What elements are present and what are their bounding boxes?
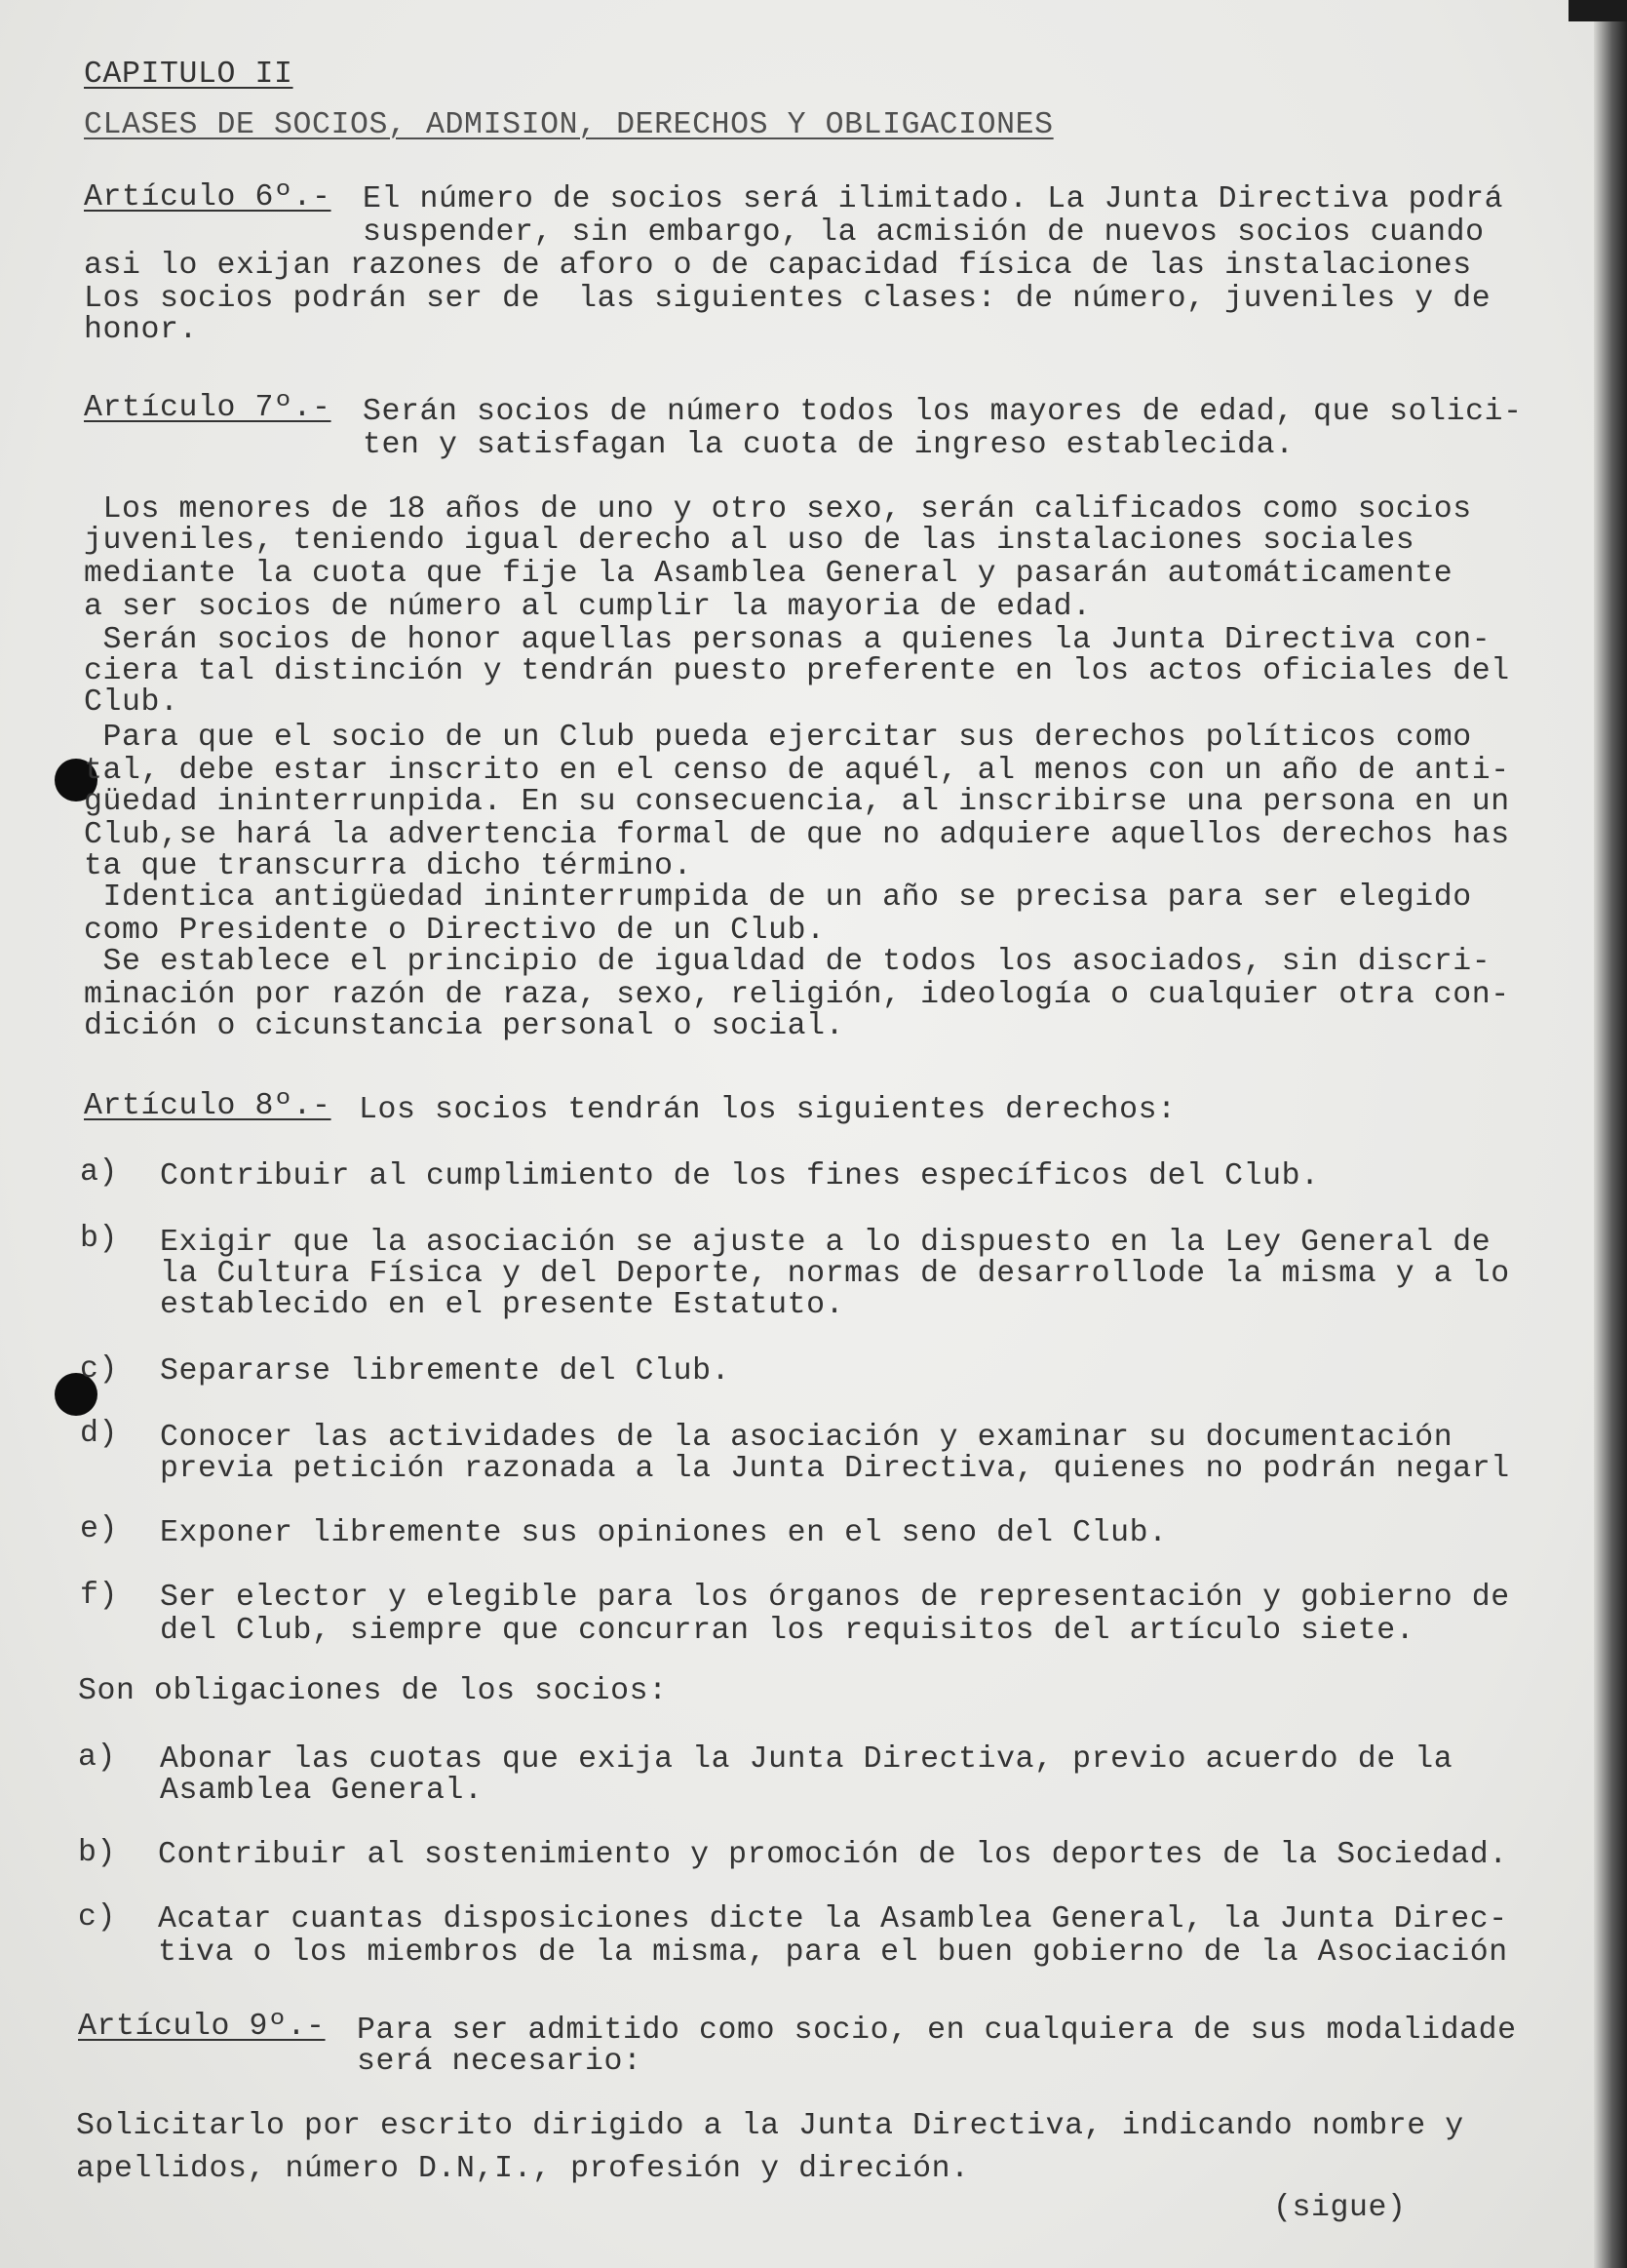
article-8-intro: Los socios tendrán los siguientes derechos: [359, 1093, 1177, 1127]
text-line: Club,se hará la advertencia formal de que no adquiere aquellos derechos has [84, 818, 1510, 852]
obligation-letter: a) [78, 1740, 117, 1775]
text-line: dición o cicunstancia personal o social. [84, 1009, 845, 1043]
text-line: juveniles, teniendo igual derecho al uso de las instalaciones sociales [84, 524, 1415, 558]
text-line: Serán socios de honor aquellas personas a quienes la Junta Directiva con- [84, 623, 1491, 657]
text-line: a ser socios de número al cumplir la mayoria de edad. [84, 590, 1092, 624]
text-line: Los menores de 18 años de uno y otro sexo, serán calificados como socios [84, 492, 1472, 527]
obligation-letter: c) [78, 1900, 117, 1935]
text-line: Identica antigüedad ininterrumpida de un año se precisa para ser elegido [84, 880, 1472, 915]
text-line: apellidos, número D.N,I., profesión y direción. [76, 2152, 970, 2186]
text-line: Solicitarlo por escrito dirigido a la Junta Directiva, indicando nombre y [76, 2109, 1464, 2143]
article-7-heading: Artículo 7º.- [84, 391, 331, 425]
article-8-heading: Artículo 8º.- [84, 1089, 331, 1123]
text-line: Para que el socio de un Club pueda ejercitar sus derechos políticos como [84, 721, 1472, 755]
article-9-heading: Artículo 9º.- [78, 2010, 326, 2044]
obligations-intro: Son obligaciones de los socios: [78, 1674, 668, 1708]
text-line: Contribuir al sostenimiento y promoción de los deportes de la Sociedad. [158, 1838, 1508, 1872]
right-letter: b) [80, 1222, 119, 1256]
text-line: suspender, sin embargo, la acmisión de nuevos socios cuando [363, 215, 1485, 250]
text-line: Acatar cuantas disposiciones dicte la Asamblea General, la Junta Direc- [158, 1902, 1508, 1936]
text-line: ciera tal distinción y tendrán puesto preferente en los actos oficiales del [84, 654, 1510, 688]
obligation-letter: b) [78, 1836, 117, 1870]
continues-note: (sigue) [1273, 2191, 1407, 2225]
text-line: Serán socios de número todos los mayores de edad, que solici- [363, 395, 1523, 429]
chapter-subtitle: CLASES DE SOCIOS, ADMISION, DERECHOS Y OBLIGACIONES [84, 108, 1054, 142]
text-line: tiva o los miembros de la misma, para el buen gobierno de la Asociación [158, 1936, 1508, 1970]
text-line: Ser elector y elegible para los órganos de representación y gobierno de [160, 1581, 1510, 1615]
text-line: Asamblea General. [160, 1774, 484, 1808]
text-line: la Cultura Física y del Deporte, normas de desarrollode la misma y a lo [160, 1257, 1510, 1291]
article-6-heading: Artículo 6º.- [84, 180, 331, 215]
text-line: Club. [84, 685, 179, 720]
text-line: Se establece el principio de igualdad de todos los asociados, sin discri- [84, 945, 1491, 979]
text-line: Los socios podrán ser de las siguientes clases: de número, juveniles y de [84, 282, 1491, 316]
text-line: asi lo exijan razones de aforo o de capacidad física de las instalaciones [84, 249, 1472, 283]
text-line: Abonar las cuotas que exija la Junta Directiva, previo acuerdo de la [160, 1742, 1453, 1777]
text-line: El número de socios será ilimitado. La Junta Directiva podrá [363, 182, 1504, 216]
text-line: mediante la cuota que fije la Asamblea General y pasarán automáticamente [84, 557, 1453, 591]
text-line: güedad ininterrunpida. En su consecuencia, al inscribirse una persona en un [84, 785, 1510, 819]
text-line: Separarse libremente del Club. [160, 1354, 731, 1388]
right-letter: e) [80, 1512, 119, 1546]
text-line: Contribuir al cumplimiento de los fines específicos del Club. [160, 1159, 1320, 1193]
text-line: Conocer las actividades de la asociación y examinar su documentación [160, 1421, 1453, 1455]
text-line: honor. [84, 313, 199, 347]
text-line: tal, debe estar inscrito en el censo de aquél, al menos con un año de anti- [84, 754, 1510, 788]
text-line: minación por razón de raza, sexo, religión, ideología o cualquier otra con- [84, 978, 1510, 1012]
page-corner-shadow [1569, 0, 1627, 21]
text-line: previa petición razonada a la Junta Directiva, quienes no podrán negarl [160, 1452, 1510, 1486]
text-line: establecido en el presente Estatuto. [160, 1288, 845, 1322]
text-line: Exigir que la asociación se ajuste a lo dispuesto en la Ley General de [160, 1226, 1491, 1260]
text-line: será necesario: [357, 2045, 642, 2079]
page-edge-shadow [1594, 0, 1627, 2268]
text-line: Para ser admitido como socio, en cualquiera de sus modalidade [357, 2014, 1517, 2048]
right-letter: d) [80, 1417, 119, 1451]
text-line: Exponer libremente sus opiniones en el seno del Club. [160, 1516, 1168, 1550]
right-letter: a) [80, 1155, 119, 1190]
text-line: del Club, siempre que concurran los requisitos del artículo siete. [160, 1614, 1415, 1648]
text-line: como Presidente o Directivo de un Club. [84, 914, 826, 948]
right-letter: c) [80, 1352, 119, 1387]
chapter-title: CAPITULO II [84, 58, 293, 92]
right-letter: f) [80, 1579, 119, 1613]
text-line: ten y satisfagan la cuota de ingreso establecida. [363, 428, 1295, 462]
text-line: ta que transcurra dicho término. [84, 849, 693, 883]
